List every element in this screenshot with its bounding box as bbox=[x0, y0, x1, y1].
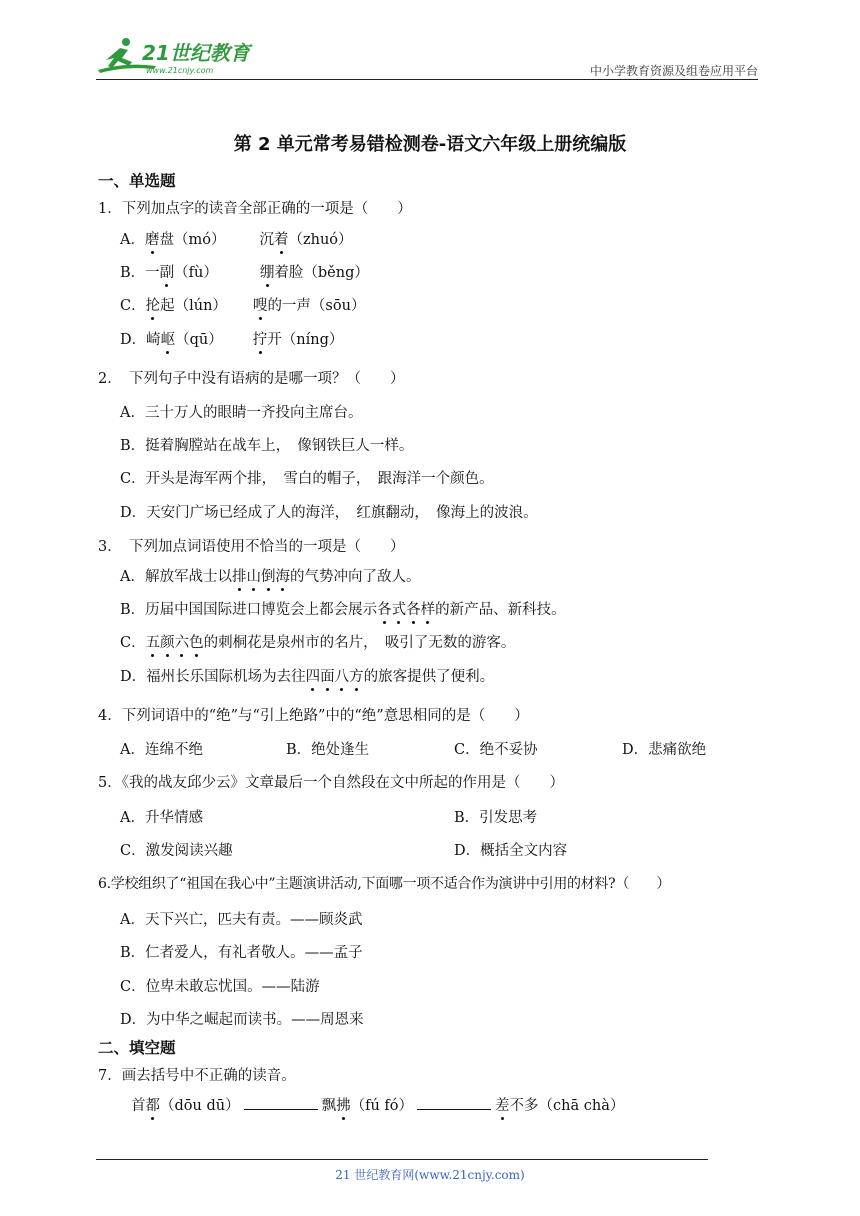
question-5-option-c: C．激发阅读兴趣 bbox=[120, 843, 233, 859]
question-7-item-3: 差不多（chā chà） bbox=[495, 1098, 624, 1114]
question-6-option-d: D．为中华之崛起而读书。——周恩来 bbox=[120, 1012, 364, 1028]
answer-blank-2[interactable] bbox=[417, 1095, 491, 1110]
logo-21cnjy bbox=[96, 36, 266, 76]
platform-name: 中小学教育资源及组卷应用平台 bbox=[589, 64, 758, 78]
question-2-option-d: D．天安门广场已经成了人的海洋， 红旗翻动， 像海上的波浪。 bbox=[120, 505, 538, 521]
question-4-option-a: A．连绵不绝 bbox=[120, 742, 203, 758]
header-divider bbox=[96, 79, 758, 80]
question-3-option-b: B．历届中国国际进口博览会上都会展示各式各样的新产品、新科技。 bbox=[120, 598, 566, 619]
section-fill-in: 二、填空题 bbox=[98, 1039, 176, 1057]
footer-divider bbox=[96, 1159, 708, 1160]
answer-blank-1[interactable] bbox=[244, 1095, 318, 1110]
logo-text: 21世纪教育 bbox=[142, 41, 250, 65]
question-6-stem: 6.学校组织了“祖国在我心中”主题演讲活动,下面哪一项不适合作为演讲中引用的材料?（ ） bbox=[98, 876, 671, 892]
question-2-option-a: A．三十万人的眼睛一齐投向主席台。 bbox=[120, 405, 363, 421]
question-7-stem: 7．画去括号中不正确的读音。 bbox=[98, 1068, 296, 1084]
document-title: 第 2 单元常考易错检测卷-语文六年级上册统编版 bbox=[233, 134, 627, 155]
question-4-stem: 4．下列词语中的“绝”与“引上绝路”中的“绝”意思相同的是（ ） bbox=[98, 708, 529, 724]
question-2-stem: 2． 下列句子中没有语病的是哪一项？（ ） bbox=[98, 371, 405, 387]
question-6-option-c: C．位卑未敢忘忧国。——陆游 bbox=[120, 979, 320, 995]
question-2-option-c: C．开头是海军两个排， 雪白的帽子， 跟海洋一个颜色。 bbox=[120, 471, 494, 487]
question-3-option-a: A．解放军战士以排山倒海的气势冲向了敌人。 bbox=[120, 565, 420, 586]
section-single-choice: 一、单选题 bbox=[98, 172, 176, 190]
question-5-option-d: D．概括全文内容 bbox=[454, 843, 568, 859]
question-4-option-b: B．绝处逢生 bbox=[286, 742, 370, 758]
question-1-option-b: B．一副（fù） 绷着脸（běng） bbox=[120, 261, 369, 282]
question-1-option-d: D．崎岖（qū） 拧开（níng） bbox=[120, 328, 343, 349]
logo-url-text: www.21cnjy.com bbox=[146, 66, 214, 75]
question-7-items bbox=[131, 1094, 624, 1115]
question-4-option-c: C．绝不妥协 bbox=[454, 742, 538, 758]
question-1-stem: 1．下列加点字的读音全部正确的一项是（ ） bbox=[98, 201, 412, 217]
question-7-item-1: 首都（dōu dū） bbox=[131, 1098, 240, 1114]
question-3-option-c: C．五颜六色的刺桐花是泉州市的名片， 吸引了无数的游客。 bbox=[120, 631, 515, 652]
question-3-option-d: D．福州长乐国际机场为去往四面八方的旅客提供了便利。 bbox=[120, 665, 494, 686]
footer-text: 21 世纪教育网(www.21cnjy.com) bbox=[335, 1168, 525, 1182]
question-5-stem: 5．《我的战友邱少云》文章最后一个自然段在文中所起的作用是（ ） bbox=[98, 775, 564, 791]
question-1-option-c: C．抡起（lún） 嗖的一声（sōu） bbox=[120, 294, 365, 315]
question-4-option-d: D．悲痛欲绝 bbox=[622, 742, 707, 758]
page-header bbox=[96, 34, 758, 80]
question-7-item-2: 飘拂（fú fó） bbox=[322, 1098, 413, 1114]
question-2-option-b: B．挺着胸膛站在战车上， 像钢铁巨人一样。 bbox=[120, 438, 414, 454]
question-6-option-a: A．天下兴亡，匹夫有责。——顾炎武 bbox=[120, 912, 363, 928]
question-1-option-a: A．磨盘（mó） 沉着（zhuó） bbox=[120, 228, 353, 249]
question-5-option-a: A．升华情感 bbox=[120, 810, 203, 826]
question-3-stem: 3． 下列加点词语使用不恰当的一项是（ ） bbox=[98, 539, 405, 555]
question-5-option-b: B．引发思考 bbox=[454, 810, 538, 826]
question-6-option-b: B．仁者爱人，有礼者敬人。——孟子 bbox=[120, 945, 363, 961]
